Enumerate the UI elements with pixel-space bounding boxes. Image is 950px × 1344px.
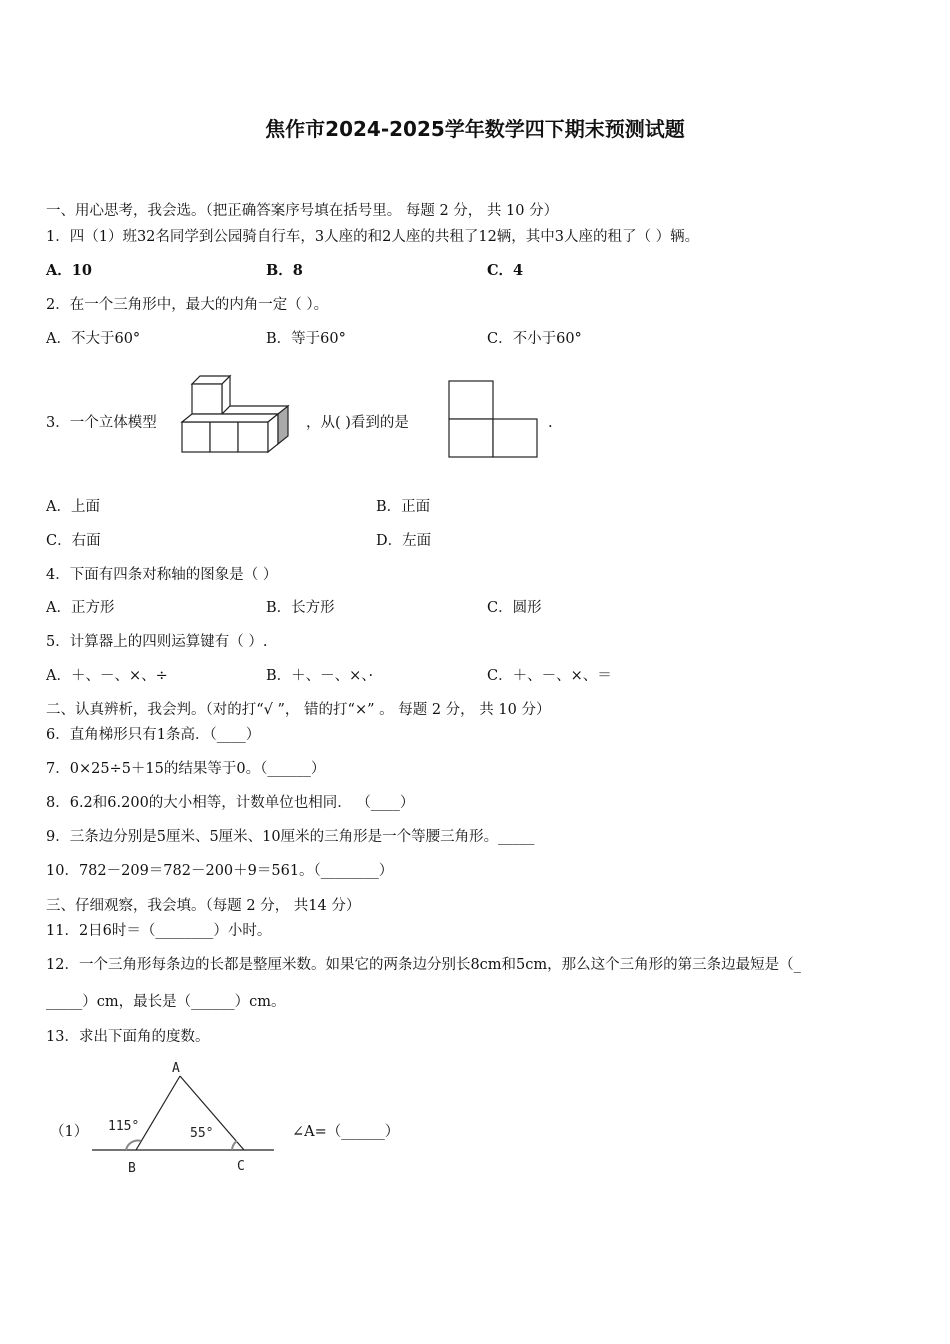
section-1-heading: 一、用心思考，我会选。（把正确答案序号填在括号里。 每题 2 分， 共 10 分）: [46, 203, 559, 219]
cube-model-figure: [180, 374, 292, 456]
section-3-heading: 三、仔细观察，我会填。（每题 2 分， 共14 分）: [46, 898, 361, 914]
question-9: 9．三条边分别是5厘米、5厘米、10厘米的三角形是一个等腰三角形。_____: [46, 829, 535, 845]
q3-option-b: B．正面: [376, 499, 431, 515]
exterior-angle-label: 115°: [108, 1119, 140, 1134]
section-2-heading: 二、认真辨析，我会判。（对的打“√ ”， 错的打“×” 。 每题 2 分， 共 10 分）: [46, 702, 551, 718]
page-title: 焦作市2024-2025学年数学四下期末预测试题: [265, 117, 685, 141]
question-1: 1．四（1）班32名同学到公园骑自行车，3人座的和2人座的共租了12辆，其中3人座的租了（ ）辆。: [46, 229, 700, 245]
q13-answer: ∠A=（______）: [292, 1124, 400, 1140]
vertex-b-label: B: [128, 1161, 136, 1176]
vertex-c-label: C: [237, 1159, 245, 1174]
question-10: 10．782－209＝782－200＋9＝561。（________）: [46, 863, 394, 879]
q1-option-a: A．10: [46, 262, 92, 279]
q13-sub-label: （1）: [50, 1124, 89, 1140]
question-7: 7．0×25÷5＋15的结果等于0。（______）: [46, 761, 326, 777]
question-4: 4．下面有四条对称轴的图象是（ ）: [46, 567, 278, 583]
q1-option-c: C．4: [487, 262, 524, 279]
q1-option-b: B．8: [266, 262, 303, 279]
question-3-text: 3．一个立体模型: [46, 415, 157, 431]
question-2: 2．在一个三角形中，最大的内角一定（ ）。: [46, 297, 329, 313]
view-shape-figure: [447, 379, 539, 461]
q4-option-c: C．圆形: [487, 600, 542, 616]
question-11: 11．2日6时＝（________）小时。: [46, 923, 272, 939]
question-3-text-b: ，从( )看到的是: [306, 415, 409, 431]
angle-c-label: 55°: [190, 1126, 214, 1141]
triangle-figure: [88, 1058, 278, 1180]
q3-option-d: D．左面: [376, 533, 432, 549]
q2-option-c: C．不小于60°: [487, 331, 582, 347]
q5-option-a: A．＋、－、×、÷: [46, 668, 168, 684]
question-6: 6．直角梯形只有1条高．（____）: [46, 727, 261, 743]
q2-option-a: A．不大于60°: [46, 331, 141, 347]
question-3-period: .: [548, 415, 553, 431]
question-5: 5．计算器上的四则运算键有（ ）.: [46, 634, 268, 650]
question-13: 13．求出下面角的度数。: [46, 1029, 210, 1045]
q4-option-b: B．长方形: [266, 600, 335, 616]
q5-option-b: B．＋、－、×、·: [266, 668, 374, 684]
q5-option-c: C．＋、－、×、＝: [487, 668, 612, 684]
question-12-line-1: 12．一个三角形每条边的长都是整厘米数。如果它的两条边分别长8cm和5cm，那么这个三角形的第三条边最短是（_: [46, 957, 801, 973]
question-12-line-2: _____）cm，最长是（______）cm。: [46, 994, 286, 1010]
q4-option-a: A．正方形: [46, 600, 115, 616]
question-8: 8．6.2和6.200的大小相等，计数单位也相同． （____）: [46, 795, 415, 811]
q3-option-a: A．上面: [46, 499, 100, 515]
q2-option-b: B．等于60°: [266, 331, 346, 347]
q3-option-c: C．右面: [46, 533, 101, 549]
vertex-a-label: A: [172, 1061, 180, 1076]
